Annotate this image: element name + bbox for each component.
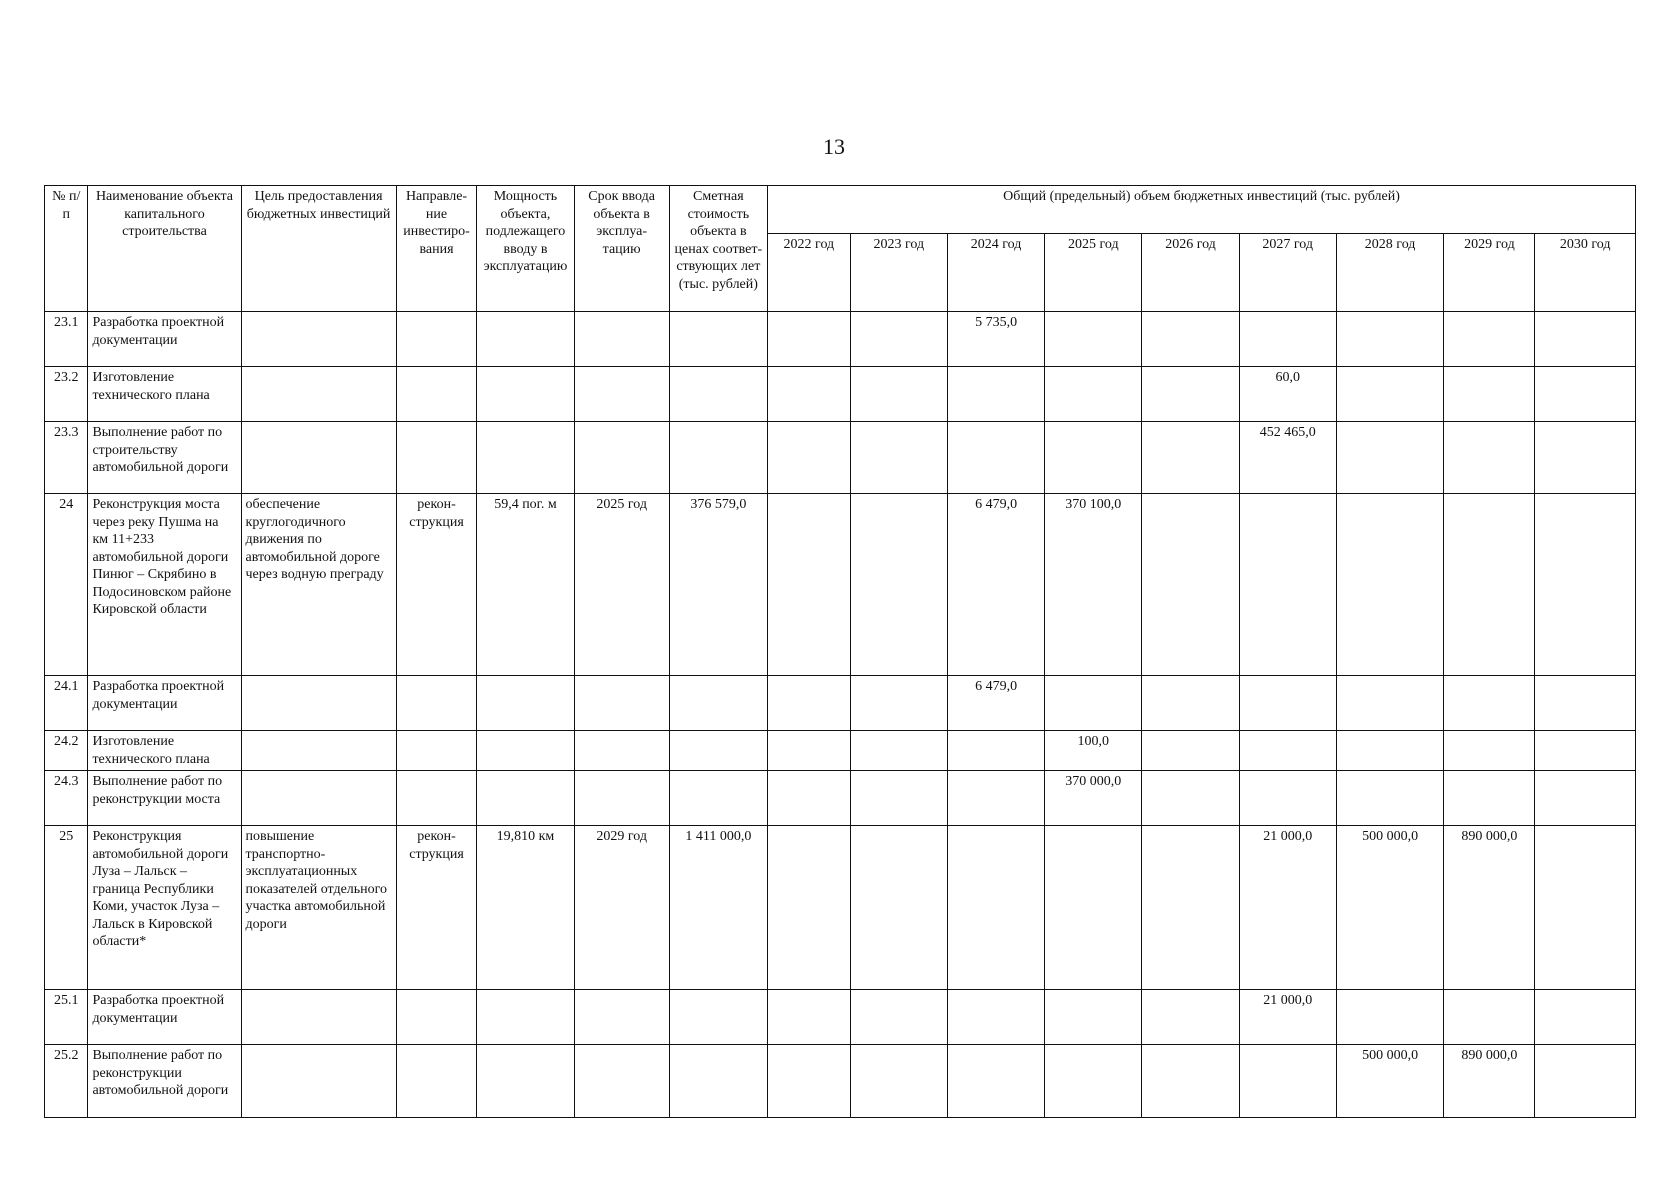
year-value xyxy=(947,1045,1044,1118)
year-value xyxy=(1444,494,1535,676)
investment-goal: повышение транспортно-эксплуатационных показателей отдельного участка автомобильной дороги xyxy=(241,826,396,990)
row-number: 24.3 xyxy=(45,771,88,826)
year-value xyxy=(1336,731,1444,771)
year-value xyxy=(1336,676,1444,731)
year-value xyxy=(767,367,850,422)
row-number: 23.1 xyxy=(45,312,88,367)
year-value xyxy=(1045,990,1142,1045)
object-name: Выполнение работ по реконструкции моста xyxy=(88,771,241,826)
year-value xyxy=(767,494,850,676)
table-row xyxy=(45,494,1636,676)
year-value: 100,0 xyxy=(1045,731,1142,771)
year-value xyxy=(1535,312,1636,367)
estimated-cost xyxy=(669,422,767,494)
year-value: 6 479,0 xyxy=(947,494,1044,676)
investment-direction xyxy=(396,367,477,422)
year-value xyxy=(767,312,850,367)
header-capacity: Мощность объекта, подлежащего вводу в эксплуатацию xyxy=(477,186,574,312)
year-value xyxy=(850,367,947,422)
year-value: 890 000,0 xyxy=(1444,826,1535,990)
estimated-cost xyxy=(669,771,767,826)
year-value xyxy=(767,826,850,990)
investment-goal xyxy=(241,990,396,1045)
header-year: 2025 год xyxy=(1045,234,1142,312)
year-value xyxy=(1142,731,1239,771)
header-year: 2026 год xyxy=(1142,234,1239,312)
year-value xyxy=(1045,1045,1142,1118)
year-value: 890 000,0 xyxy=(1444,1045,1535,1118)
object-name: Реконструкция автомобильной дороги Луза – Лальск – граница Республики Коми, участок Луза – Лальск в Кировской области* xyxy=(88,826,241,990)
header-year: 2024 год xyxy=(947,234,1044,312)
year-value xyxy=(1444,731,1535,771)
year-value xyxy=(850,771,947,826)
year-value xyxy=(767,422,850,494)
year-value xyxy=(1239,494,1336,676)
commissioning-term xyxy=(574,422,669,494)
year-value xyxy=(850,1045,947,1118)
row-number: 23.2 xyxy=(45,367,88,422)
investment-direction: рекон-струкция xyxy=(396,494,477,676)
header-direction: Направле-ние инвестиро-вания xyxy=(396,186,477,312)
year-value xyxy=(1535,826,1636,990)
investment-goal xyxy=(241,1045,396,1118)
year-value xyxy=(1535,771,1636,826)
year-value xyxy=(1444,422,1535,494)
year-value xyxy=(1535,731,1636,771)
year-value xyxy=(947,771,1044,826)
year-value xyxy=(767,1045,850,1118)
investment-direction xyxy=(396,676,477,731)
commissioning-term xyxy=(574,731,669,771)
year-value xyxy=(1535,990,1636,1045)
object-capacity xyxy=(477,312,574,367)
estimated-cost xyxy=(669,676,767,731)
year-value: 60,0 xyxy=(1239,367,1336,422)
object-name: Разработка проектной документации xyxy=(88,676,241,731)
object-capacity: 59,4 пог. м xyxy=(477,494,574,676)
table-row xyxy=(45,731,1636,771)
year-value xyxy=(1239,312,1336,367)
object-capacity xyxy=(477,1045,574,1118)
year-value xyxy=(947,731,1044,771)
commissioning-term xyxy=(574,676,669,731)
commissioning-term xyxy=(574,771,669,826)
investment-goal xyxy=(241,676,396,731)
year-value xyxy=(767,990,850,1045)
year-value xyxy=(1142,1045,1239,1118)
object-capacity xyxy=(477,990,574,1045)
year-value: 370 000,0 xyxy=(1045,771,1142,826)
table-row xyxy=(45,1045,1636,1118)
investment-direction xyxy=(396,1045,477,1118)
year-value: 6 479,0 xyxy=(947,676,1044,731)
year-value: 370 100,0 xyxy=(1045,494,1142,676)
header-year: 2028 год xyxy=(1336,234,1444,312)
year-value xyxy=(850,422,947,494)
header-year: 2023 год xyxy=(850,234,947,312)
investment-direction: рекон-струкция xyxy=(396,826,477,990)
year-value xyxy=(947,990,1044,1045)
table-row xyxy=(45,826,1636,990)
year-value xyxy=(850,826,947,990)
object-capacity xyxy=(477,367,574,422)
year-value xyxy=(1142,676,1239,731)
year-value xyxy=(767,731,850,771)
year-value xyxy=(1444,771,1535,826)
investment-direction xyxy=(396,731,477,771)
year-value xyxy=(1045,676,1142,731)
year-value xyxy=(1336,312,1444,367)
commissioning-term: 2029 год xyxy=(574,826,669,990)
year-value xyxy=(1535,494,1636,676)
row-number: 24.1 xyxy=(45,676,88,731)
estimated-cost xyxy=(669,312,767,367)
year-value xyxy=(1142,771,1239,826)
investment-goal xyxy=(241,312,396,367)
header-num: № п/п xyxy=(45,186,88,312)
year-value xyxy=(1239,731,1336,771)
year-value xyxy=(1535,1045,1636,1118)
object-capacity xyxy=(477,422,574,494)
year-value xyxy=(1239,676,1336,731)
header-goal: Цель предоставления бюджетных инвестиций xyxy=(241,186,396,312)
year-value: 500 000,0 xyxy=(1336,826,1444,990)
year-value xyxy=(1336,422,1444,494)
row-number: 25.2 xyxy=(45,1045,88,1118)
year-value xyxy=(1444,367,1535,422)
object-name: Изготовление технического плана xyxy=(88,731,241,771)
year-value xyxy=(1336,771,1444,826)
year-value xyxy=(1336,367,1444,422)
header-year: 2030 год xyxy=(1535,234,1636,312)
object-capacity xyxy=(477,676,574,731)
header-total-investment: Общий (предельный) объем бюджетных инвестиций (тыс. рублей) xyxy=(767,186,1635,234)
year-value: 21 000,0 xyxy=(1239,826,1336,990)
year-value xyxy=(947,422,1044,494)
year-value: 5 735,0 xyxy=(947,312,1044,367)
year-value xyxy=(947,826,1044,990)
estimated-cost xyxy=(669,731,767,771)
investment-direction xyxy=(396,312,477,367)
year-value xyxy=(1045,312,1142,367)
row-number: 25.1 xyxy=(45,990,88,1045)
year-value xyxy=(850,990,947,1045)
object-name: Реконструкция моста через реку Пушма на км 11+233 автомобильной дороги Пинюг – Скрябино в Подосиновском районе Кировской области xyxy=(88,494,241,676)
year-value xyxy=(850,312,947,367)
header-name: Наименование объекта капитального строительства xyxy=(88,186,241,312)
header-term: Срок ввода объекта в эксплуа-тацию xyxy=(574,186,669,312)
year-value xyxy=(1239,771,1336,826)
year-value xyxy=(1336,990,1444,1045)
table-row xyxy=(45,312,1636,367)
object-capacity: 19,810 км xyxy=(477,826,574,990)
investment-goal xyxy=(241,422,396,494)
table-row xyxy=(45,676,1636,731)
row-number: 24 xyxy=(45,494,88,676)
year-value: 21 000,0 xyxy=(1239,990,1336,1045)
investment-table xyxy=(44,185,1636,1118)
header-year: 2022 год xyxy=(767,234,850,312)
object-name: Разработка проектной документации xyxy=(88,990,241,1045)
investment-direction xyxy=(396,422,477,494)
investment-direction xyxy=(396,990,477,1045)
commissioning-term xyxy=(574,312,669,367)
year-value xyxy=(1045,422,1142,494)
table-row xyxy=(45,990,1636,1045)
year-value xyxy=(947,367,1044,422)
year-value xyxy=(1535,367,1636,422)
object-name: Изготовление технического плана xyxy=(88,367,241,422)
row-number: 23.3 xyxy=(45,422,88,494)
estimated-cost: 1 411 000,0 xyxy=(669,826,767,990)
object-name: Разработка проектной документации xyxy=(88,312,241,367)
year-value xyxy=(1045,826,1142,990)
year-value xyxy=(1239,1045,1336,1118)
table-row xyxy=(45,422,1636,494)
year-value xyxy=(1045,367,1142,422)
commissioning-term: 2025 год xyxy=(574,494,669,676)
year-value xyxy=(1142,367,1239,422)
header-cost: Сметная стоимость объекта в ценах соответ-ствующих лет (тыс. рублей) xyxy=(669,186,767,312)
year-value xyxy=(850,731,947,771)
investment-goal xyxy=(241,367,396,422)
investment-goal: обеспечение круглогодичного движения по автомобильной дороге через водную преграду xyxy=(241,494,396,676)
year-value xyxy=(767,676,850,731)
year-value xyxy=(1444,676,1535,731)
year-value xyxy=(1444,990,1535,1045)
row-number: 25 xyxy=(45,826,88,990)
header-year: 2029 год xyxy=(1444,234,1535,312)
investment-direction xyxy=(396,771,477,826)
year-value xyxy=(850,494,947,676)
object-name: Выполнение работ по реконструкции автомобильной дороги xyxy=(88,1045,241,1118)
estimated-cost xyxy=(669,1045,767,1118)
year-value xyxy=(767,771,850,826)
estimated-cost xyxy=(669,367,767,422)
investment-goal xyxy=(241,771,396,826)
table-row xyxy=(45,367,1636,422)
year-value: 500 000,0 xyxy=(1336,1045,1444,1118)
year-value xyxy=(1142,422,1239,494)
year-value: 452 465,0 xyxy=(1239,422,1336,494)
year-value xyxy=(1535,676,1636,731)
commissioning-term xyxy=(574,1045,669,1118)
object-capacity xyxy=(477,731,574,771)
table-row xyxy=(45,771,1636,826)
investment-goal xyxy=(241,731,396,771)
year-value xyxy=(1142,990,1239,1045)
header-year: 2027 год xyxy=(1239,234,1336,312)
year-value xyxy=(1444,312,1535,367)
year-value xyxy=(1142,312,1239,367)
year-value xyxy=(1535,422,1636,494)
row-number: 24.2 xyxy=(45,731,88,771)
page-number: 13 xyxy=(823,134,845,159)
commissioning-term xyxy=(574,990,669,1045)
year-value xyxy=(1142,826,1239,990)
year-value xyxy=(1336,494,1444,676)
commissioning-term xyxy=(574,367,669,422)
year-value xyxy=(850,676,947,731)
object-name: Выполнение работ по строительству автомобильной дороги xyxy=(88,422,241,494)
estimated-cost: 376 579,0 xyxy=(669,494,767,676)
object-capacity xyxy=(477,771,574,826)
year-value xyxy=(1142,494,1239,676)
estimated-cost xyxy=(669,990,767,1045)
